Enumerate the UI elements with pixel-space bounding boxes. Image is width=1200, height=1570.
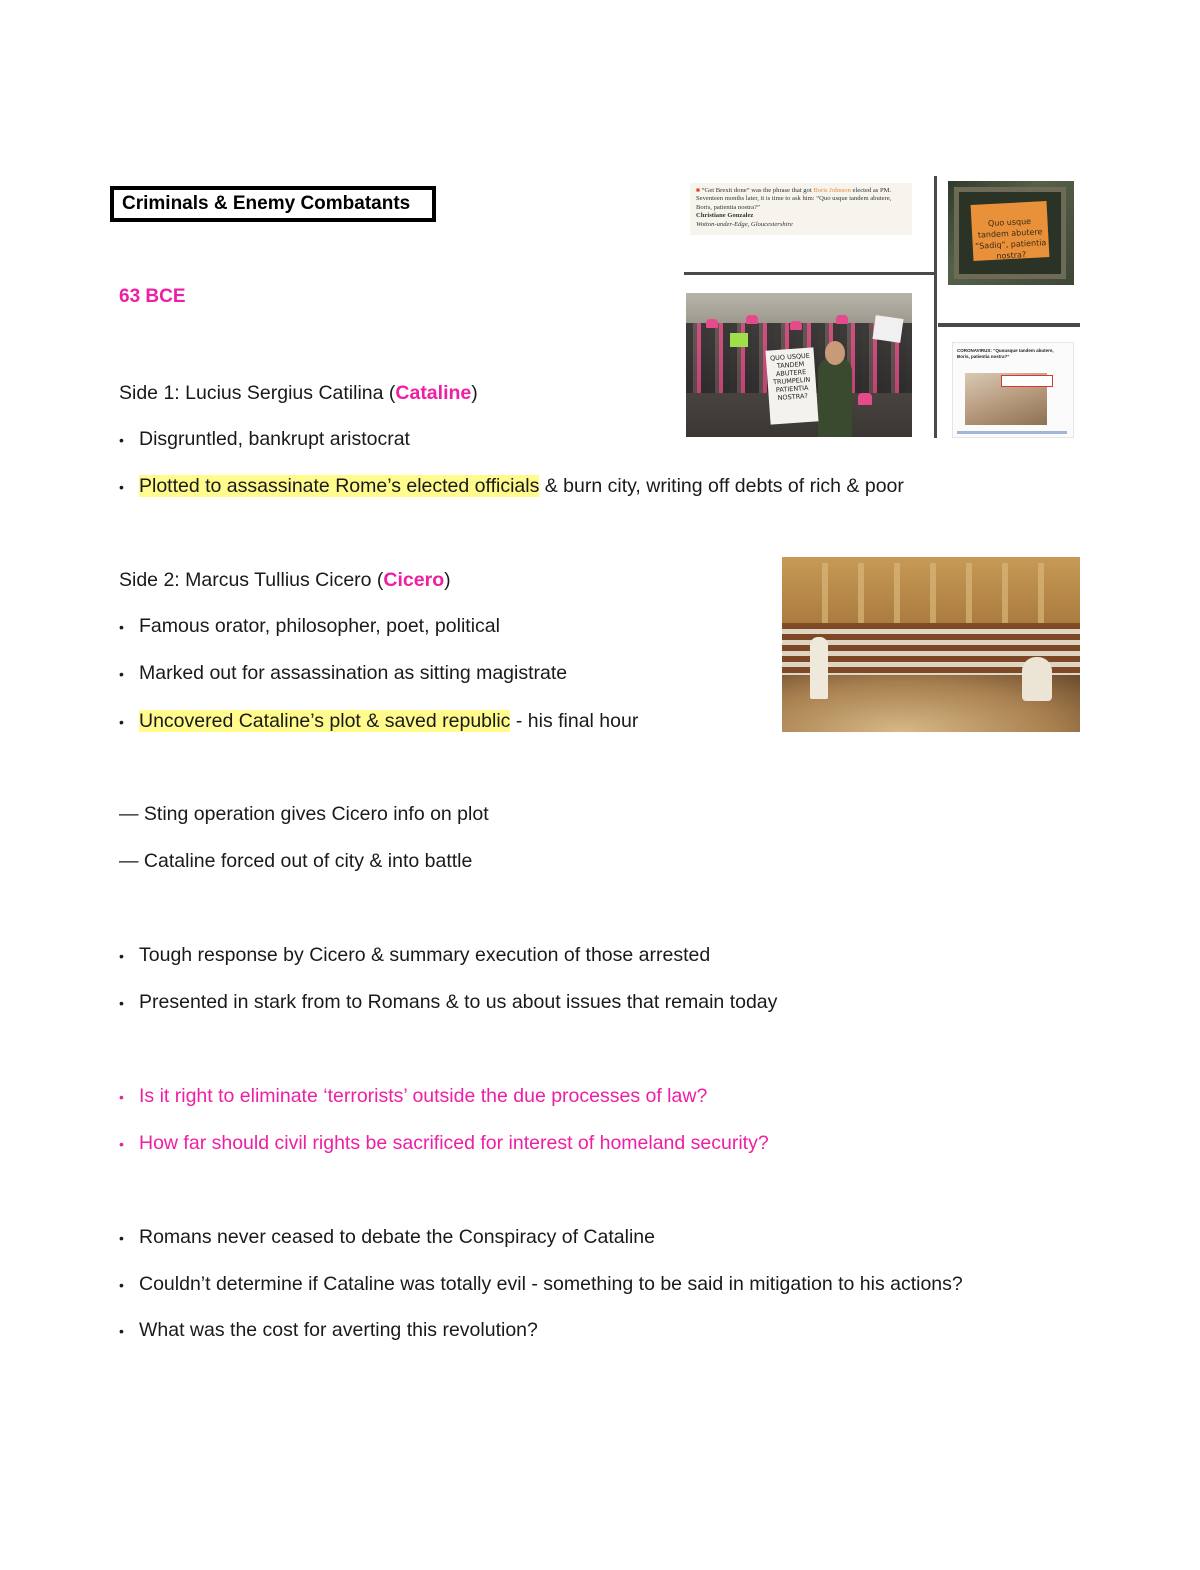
bullet-icon: • <box>119 432 124 448</box>
bullet-text: Famous orator, philosopher, poet, political <box>139 615 500 637</box>
side1-heading <box>119 381 478 405</box>
highlighted-text: Plotted to assassinate Rome’s elected officials <box>139 475 540 497</box>
bullet-icon: • <box>119 714 124 730</box>
bullet-icon: • <box>119 619 124 635</box>
protester-face <box>825 341 845 365</box>
question-text: Is it right to eliminate ‘terrorists’ outside the due processes of law? <box>139 1085 708 1107</box>
bullet-text: Marked out for assassination as sitting magistrate <box>139 662 568 684</box>
list-item <box>119 1225 655 1250</box>
clip-place: Wotton-under-Edge, Gloucestershire <box>696 220 793 228</box>
clip-name: Boris Johnson <box>813 187 851 194</box>
bullet-icon: • <box>119 666 124 682</box>
white-sign <box>872 315 903 343</box>
question-text: How far should civil rights be sacrificed for interest of homeland security? <box>139 1132 769 1154</box>
bullet-text: What was the cost for averting this revolution? <box>139 1319 538 1341</box>
side2-heading <box>119 568 451 592</box>
list-item <box>119 1272 963 1297</box>
bullet-text: Presented in stark from to Romans & to us about issues that remain today <box>139 991 778 1013</box>
bullet-text: Romans never ceased to debate the Conspiracy of Cataline <box>139 1226 655 1248</box>
highlighted-text: Uncovered Cataline’s plot & saved republic <box>139 710 511 732</box>
bullet-icon: • <box>119 1323 124 1339</box>
bullet-text: Couldn’t determine if Cataline was totally evil - something to be said in mitigation to his actions? <box>139 1273 963 1295</box>
clip-text: elected as PM. Seventeen months later, it is time to ask him: “Quo usque tandem abutere, Boris, patientia nostra?” <box>696 187 892 211</box>
painting-columns <box>792 563 1072 623</box>
window-sign-text: Quo usque tandem abutere “Sadiq”, patientia nostra? <box>971 201 1050 261</box>
green-sign <box>730 333 748 347</box>
side1-prefix: Side 1: Lucius Sergius Catilina ( <box>119 382 396 404</box>
question-item <box>119 1131 769 1156</box>
bullet-text: Disgruntled, bankrupt aristocrat <box>139 428 410 450</box>
pink-hat <box>836 315 848 324</box>
side2-prefix: Side 2: Marcus Tullius Cicero ( <box>119 569 384 591</box>
bullet-icon: • <box>119 1089 124 1105</box>
web-article-screenshot <box>952 342 1074 438</box>
bullet-text: & burn city, writing off debts of rich & poor <box>539 475 904 497</box>
window-sign-photo <box>948 181 1074 285</box>
bullet-icon: • <box>119 1277 124 1293</box>
year-heading: 63 BCE <box>119 286 186 307</box>
pink-hat <box>858 393 872 405</box>
painting-orator <box>810 637 828 699</box>
bullet-icon: • <box>119 948 124 964</box>
side2-name: Cicero <box>383 569 445 591</box>
side1-name: Cataline <box>395 382 472 404</box>
web-footer <box>957 431 1067 434</box>
list-item <box>119 943 710 968</box>
protester <box>818 357 852 437</box>
list-item <box>119 709 638 734</box>
list-item <box>119 474 904 499</box>
bullet-icon: • <box>119 1136 124 1152</box>
bullet-icon: • <box>119 1230 124 1246</box>
dash-item: — Cataline forced out of city & into battle <box>119 850 473 872</box>
bullet-icon: • <box>119 995 124 1011</box>
pink-hat <box>746 315 758 324</box>
clip-author: Christiane Gonzalez <box>696 212 754 220</box>
divider <box>684 272 936 275</box>
question-item <box>119 1084 707 1109</box>
cicero-senate-painting <box>782 557 1080 732</box>
list-item <box>119 427 410 452</box>
list-item <box>119 990 777 1015</box>
protest-photo <box>686 293 912 437</box>
protest-sign-text: QUO USQUE TANDEM ABUTERE TRUMPELIN PATIENTIA NOSTRA? <box>765 347 818 424</box>
bullet-text: - his final hour <box>510 710 639 732</box>
side1-suffix: ) <box>471 382 478 404</box>
newspaper-clipping-image <box>690 183 912 235</box>
dash-item: — Sting operation gives Cicero info on plot <box>119 803 489 825</box>
list-item <box>119 614 500 639</box>
pink-hat <box>790 321 802 330</box>
painting-catiline <box>1022 657 1052 701</box>
marker-icon: ■ <box>696 187 700 194</box>
web-caption-box <box>1001 375 1053 387</box>
page-title: Criminals & Enemy Combatants <box>110 186 436 222</box>
divider <box>938 323 1080 327</box>
clip-text: “Get Brexit done” was the phrase that got <box>699 187 814 194</box>
side2-suffix: ) <box>444 569 451 591</box>
list-item <box>119 661 567 686</box>
list-item <box>119 1318 538 1343</box>
divider <box>934 176 937 438</box>
pink-hat <box>706 319 718 328</box>
web-headline: CORONAVIRUS: “Quousque tandem abutere, Boris, patientia nostra?” <box>957 348 1054 359</box>
bullet-icon: • <box>119 479 124 495</box>
bullet-text: Tough response by Cicero & summary execution of those arrested <box>139 944 711 966</box>
